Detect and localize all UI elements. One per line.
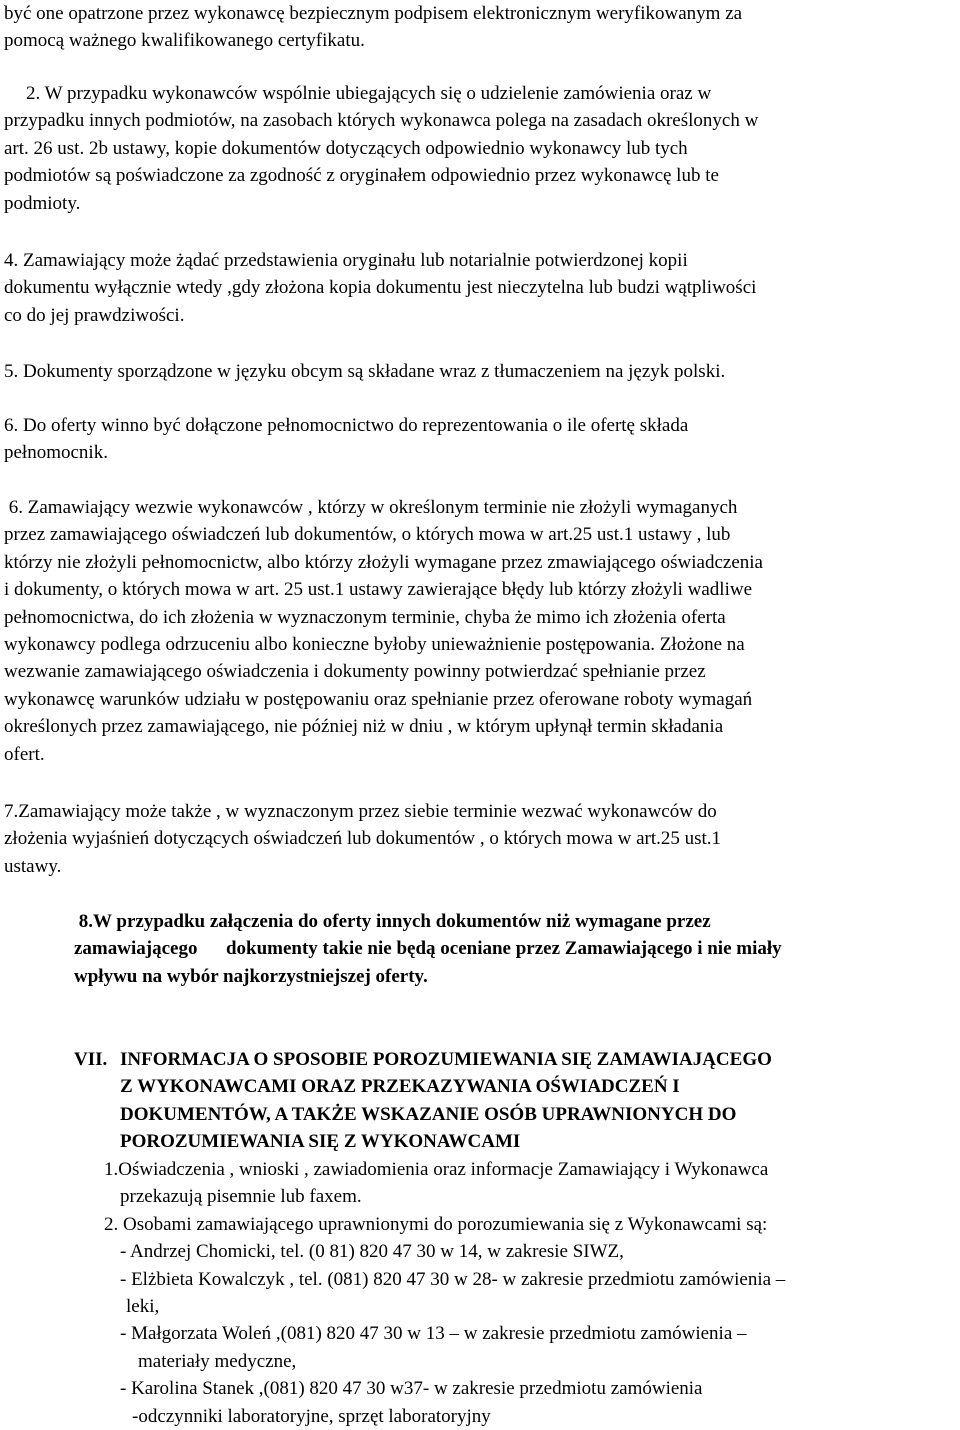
section-heading (74, 1046, 958, 1156)
paragraph-8 (74, 908, 958, 990)
text-line: ofert. (4, 743, 45, 765)
text-line: pełnomocnik. (4, 442, 108, 464)
text-line: dokumentu wyłącznie wtedy ,gdy złożona kopia dokumentu jest nieczytelna lub budzi wątpliwości (4, 277, 757, 299)
contact-item: - Elżbieta Kowalczyk , tel. (081) 820 47 30 w 28- w zakresie przedmiotu zamówienia – (120, 1268, 786, 1290)
paragraph-7 (4, 798, 956, 880)
text-line: zamawiającego dokumenty takie nie będą oceniane przez Zamawiającego i nie miały (74, 938, 782, 960)
text-line: złożenia wyjaśnień dotyczących oświadczeń lub dokumentów , o których mowa w art.25 ust.1 (4, 828, 722, 850)
text-line: 6. Do oferty winno być dołączone pełnomocnictwo do reprezentowania o ile ofertę składa (4, 415, 689, 436)
list-item: 1.Oświadczenia , wnioski , zawiadomienia oraz informacje Zamawiający i Wykonawca (104, 1159, 769, 1180)
text-line: 8.W przypadku załączenia do oferty innych dokumentów niż wymagane przez (74, 911, 711, 932)
text-line: 7.Zamawiający może także , w wyznaczonym przez siebie terminie wezwać wykonawców do (4, 801, 717, 822)
text-line: wykonawcy podlega odrzuceniu albo konieczne byłoby unieważnienie postępowania. Złożone na (4, 634, 745, 656)
text-line: pełnomocnictwa, do ich złożenia w wyznaczonym terminie, chyba że mimo ich złożenia oferta (4, 606, 726, 628)
text-line: 6. Zamawiający wezwie wykonawców , którzy w określonym terminie nie złożyli wymaganych (4, 497, 738, 518)
list-item: przekazują pisemnie lub faxem. (120, 1186, 362, 1208)
text-line: i dokumenty, o których mowa w art. 25 ust.1 ustawy zawierające błędy lub którzy złożyli wadliwe (4, 579, 753, 601)
contact-item: - Andrzej Chomicki, tel. (0 81) 820 47 30 w 14, w zakresie SIWZ, (120, 1241, 624, 1263)
paragraph-6b (4, 494, 956, 768)
text-line: art. 26 ust. 2b ustawy, kopie dokumentów dotyczących odpowiednio wykonawcy lub tych (4, 137, 688, 159)
text-line: określonych przez zamawiającego, nie później niż w dniu , w którym upłynął termin składania (4, 716, 724, 738)
text-line: pomocą ważnego kwalifikowanego certyfikatu. (4, 30, 365, 52)
contact-item: materiały medyczne, (138, 1350, 297, 1372)
text-line: podmiotów są poświadczone za zgodność z oryginałem odpowiednio przez wykonawcę lub te (4, 165, 719, 187)
contact-item: -odczynniki laboratoryjne, sprzęt laboratoryjny (132, 1405, 491, 1427)
contact-item: - Karolina Stanek ,(081) 820 47 30 w37- w zakresie przedmiotu zamówienia (120, 1378, 703, 1400)
text-line: którzy nie złożyli pełnomocnictw, albo którzy złożyli wymagane przez zmawiającego oświadczenia (4, 551, 763, 573)
list-item: 2. Osobami zamawiającego uprawnionymi do porozumiewania się z Wykonawcami są: (104, 1213, 768, 1235)
text-line: wykonawcę warunków udziału w postępowaniu oraz spełnianie przez oferowane roboty wymagań (4, 688, 753, 710)
section-number: VII. (74, 1049, 108, 1070)
text-line: 5. Dokumenty sporządzone w języku obcym są składane wraz z tłumaczeniem na język polski. (4, 361, 726, 382)
section-title-line: INFORMACJA O SPOSOBIE POROZUMIEWANIA SIĘ ZAMAWIAJĄCEGO (120, 1049, 772, 1070)
text-line: przez zamawiającego oświadczeń lub dokumentów, o których mowa w art.25 ust.1 ustawy , lub (4, 524, 731, 546)
paragraph-6a (4, 412, 956, 467)
text-line: co do jej prawdziwości. (4, 304, 185, 326)
text-line: ustawy. (4, 855, 62, 877)
section-title-line: DOKUMENTÓW, A TAKŻE WSKAZANIE OSÓB UPRAWNIONYCH DO (120, 1103, 737, 1125)
paragraph-5 (4, 358, 956, 385)
paragraph-2 (4, 80, 956, 217)
paragraph-4 (4, 247, 956, 329)
text-line: podmioty. (4, 192, 81, 214)
contact-item: leki, (126, 1296, 160, 1318)
section-items (0, 1156, 960, 1430)
text-line: wezwanie zamawiającego oświadczenia i dokumenty powinny potwierdzać spełnianie przez (4, 661, 706, 683)
contact-item: - Małgorzata Woleń ,(081) 820 47 30 w 13 – w zakresie przedmiotu zamówienia – (120, 1323, 747, 1345)
text-line: wpływu na wybór najkorzystniejszej oferty. (74, 965, 428, 987)
section-title-line: Z WYKONAWCAMI ORAZ PRZEKAZYWANIA OŚWIADCZEŃ I (120, 1076, 680, 1098)
paragraph-intro (4, 0, 956, 55)
section-title-line: POROZUMIEWANIA SIĘ Z WYKONAWCAMI (120, 1131, 521, 1153)
text-line: przypadku innych podmiotów, na zasobach których wykonawca polega na zasadach określonych w (4, 110, 759, 132)
text-line: 4. Zamawiający może żądać przedstawienia oryginału lub notarialnie potwierdzonej kopii (4, 250, 688, 271)
text-line: 2. W przypadku wykonawców wspólnie ubiegających się o udzielenie zamówienia oraz w (26, 83, 712, 104)
text-line: być one opatrzone przez wykonawcę bezpiecznym podpisem elektronicznym weryfikowanym za (4, 3, 743, 24)
